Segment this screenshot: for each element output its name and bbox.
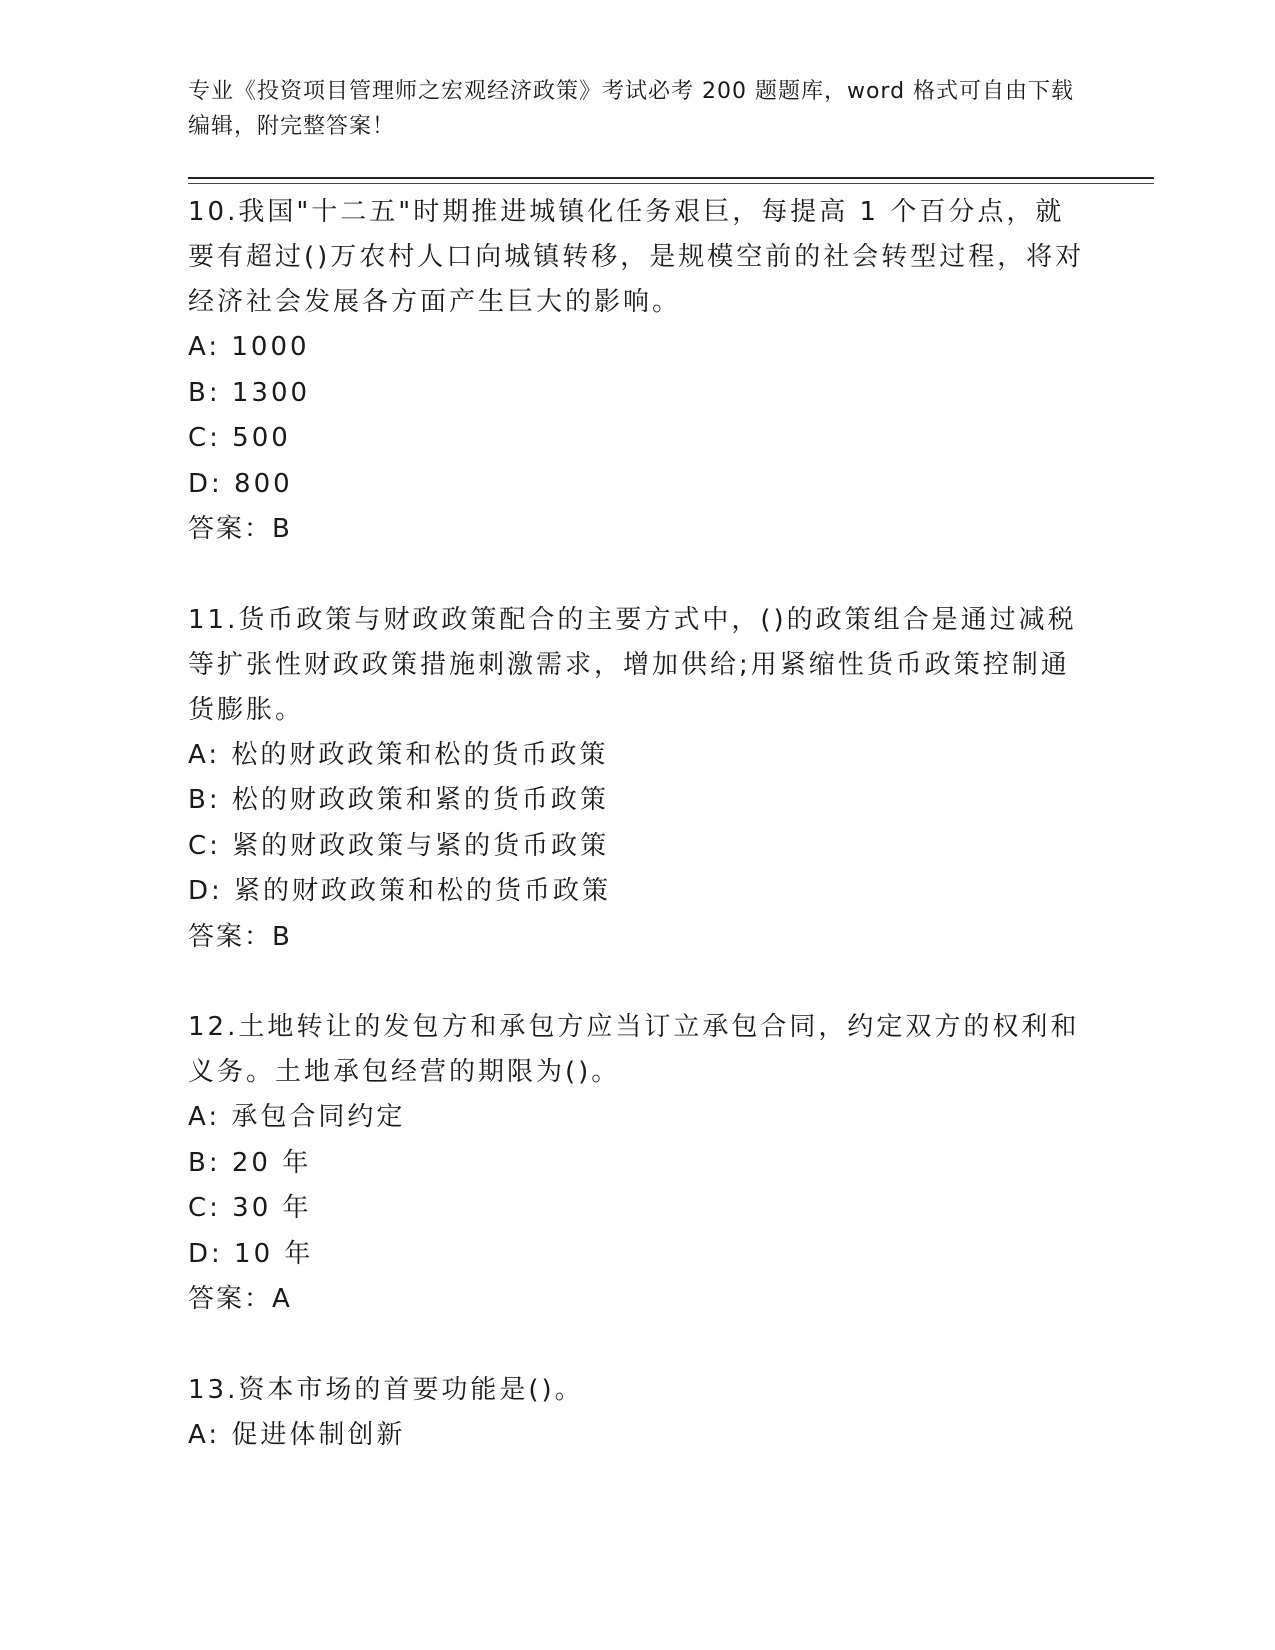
question-stem: 13.资本市场的首要功能是()。: [188, 1374, 584, 1405]
option-a: A: 承包合同约定: [188, 1102, 406, 1132]
question-spacer: [188, 553, 1088, 598]
answer: 答案：A: [188, 1284, 292, 1314]
option-b: B: 1300: [188, 377, 311, 408]
question-list: [188, 190, 1088, 1458]
header-divider-thick: [188, 177, 1154, 179]
option-a: A: 松的财政政策和松的货币政策: [188, 739, 609, 770]
question-stem: 11.货币政策与财政政策配合的主要方式中，()的政策组合是通过减税等扩张性财政政策措施刺激需求，增加供给;用紧缩性货币政策控制通货膨胀。: [188, 604, 1077, 725]
question-spacer: [188, 1323, 1088, 1368]
question-10: [188, 190, 1088, 553]
option-d: D: 800: [188, 468, 293, 499]
option-c: C: 紧的财政政策与紧的货币政策: [188, 830, 610, 861]
option-d: D: 10 年: [188, 1238, 314, 1269]
question-12: [188, 1005, 1088, 1323]
question-spacer: [188, 960, 1088, 1005]
header-divider-thin: [188, 183, 1154, 184]
document-intro: 专业《投资项目管理师之宏观经济政策》考试必考 200 题题库，word 格式可自由下载编辑，附完整答案！: [188, 79, 1075, 139]
answer: 答案：B: [188, 921, 292, 952]
question-11: [188, 598, 1088, 961]
question-stem: 12.土地转让的发包方和承包方应当订立承包合同，约定双方的权利和义务。土地承包经营的期限为()。: [188, 1012, 1080, 1087]
option-b: B: 松的财政政策和紧的货币政策: [188, 785, 609, 815]
answer: 答案：B: [188, 514, 292, 544]
question-13: [188, 1368, 1088, 1459]
question-stem: 10.我国"十二五"时期推进城镇化任务艰巨，每提高 1 个百分点，就要有超过()万农村人口向城镇转移，是规模空前的社会转型过程，将对经济社会发展各方面产生巨大的影响。: [188, 197, 1085, 317]
option-a: A: 促进体制创新: [188, 1419, 406, 1450]
option-b: B: 20 年: [188, 1147, 312, 1178]
option-c: C: 500: [188, 423, 291, 453]
option-d: D: 紧的财政政策和松的货币政策: [188, 876, 612, 906]
option-c: C: 30 年: [188, 1193, 312, 1223]
option-a: A: 1000: [188, 332, 310, 362]
